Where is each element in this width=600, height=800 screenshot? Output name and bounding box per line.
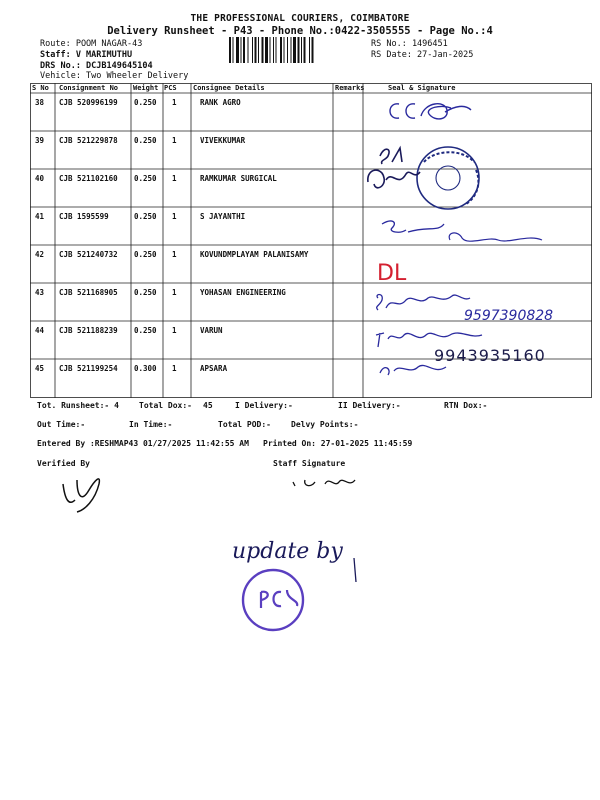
staff-signature-label: Staff Signature: [273, 459, 346, 468]
company-name: THE PROFESSIONAL COURIERS, COIMBATORE: [190, 13, 410, 24]
cell-sno: 39: [35, 136, 45, 145]
cell-pcs: 1: [172, 174, 177, 183]
rs-date: RS Date: 27-Jan-2025: [371, 50, 474, 60]
total-dox-label: Total Dox:-: [139, 401, 192, 410]
vehicle-label: Vehicle: Two Wheeler Delivery: [40, 71, 189, 81]
col-header-consignment: Consignment No: [59, 84, 119, 92]
cell-pcs: 1: [172, 364, 177, 373]
signature-row-44: [370, 325, 580, 380]
route-label: Route: POOM NAGAR-43: [40, 39, 143, 49]
cell-consignment: CJB 521168905: [59, 288, 118, 297]
cell-weight: 0.300: [134, 364, 157, 373]
cell-pcs: 1: [172, 288, 177, 297]
cell-consignee: RAMKUMAR SURGICAL: [200, 174, 277, 183]
cell-pcs: 1: [172, 98, 177, 107]
total-pod: Total POD:-: [218, 420, 271, 429]
cell-consignment: CJB 1595599: [59, 212, 109, 221]
cell-sno: 38: [35, 98, 45, 107]
col-header-consignee: Consignee Details: [193, 84, 265, 92]
cell-consignment: CJB 521188239: [59, 326, 118, 335]
drs-number: DRS No.: DCJB149645104: [40, 61, 153, 71]
seal-stamp-ramkumar: [362, 140, 502, 212]
runsheet-title: Delivery Runsheet - P43 - Phone No.:0422-3505555 - Page No.:4: [107, 25, 493, 37]
cell-consignee: YOHASAN ENGINEERING: [200, 288, 286, 297]
cell-pcs: 1: [172, 136, 177, 145]
signature-row-38: [385, 96, 480, 126]
svg-text:DL: DL: [377, 261, 407, 284]
delvy-points: Delvy Points:-: [291, 420, 359, 429]
cell-consignee: APSARA: [200, 364, 228, 373]
cell-sno: 42: [35, 250, 45, 259]
cell-pcs: 1: [172, 326, 177, 335]
svg-text:9597390828: 9597390828: [464, 308, 554, 324]
i-delivery: I Delivery:-: [235, 401, 293, 410]
staff-label: Staff: V MARIMUTHU: [40, 50, 133, 60]
verified-signature: [55, 470, 115, 515]
cell-pcs: 1: [172, 250, 177, 259]
purple-stamp: [233, 560, 313, 640]
cell-weight: 0.250: [134, 174, 157, 183]
col-header-pcs: PCS: [164, 84, 177, 92]
col-header-remarks: Remarks: [335, 84, 365, 92]
cell-consignment: CJB 521240732: [59, 250, 118, 259]
dl-mark: [375, 258, 435, 284]
cell-consignment: CJB 521102160: [59, 174, 118, 183]
cell-weight: 0.250: [134, 212, 157, 221]
cell-sno: 43: [35, 288, 45, 297]
staff-signature: [285, 472, 365, 496]
col-header-seal: Seal & Signature: [388, 84, 456, 92]
cell-pcs: 1: [172, 212, 177, 221]
cell-consignment: CJB 520996199: [59, 98, 118, 107]
rtn-dox: RTN Dox:-: [444, 401, 488, 410]
tot-runsheet: Tot. Runsheet:- 4: [37, 401, 119, 410]
cell-sno: 45: [35, 364, 45, 373]
cell-consignee: VARUN: [200, 326, 223, 335]
out-time: Out Time:-: [37, 420, 86, 429]
cell-sno: 40: [35, 174, 45, 183]
printed-on: Printed On: 27-01-2025 11:45:59: [263, 439, 413, 448]
cell-consignee: RANK AGRO: [200, 98, 241, 107]
cell-sno: 44: [35, 326, 45, 335]
cell-consignment: CJB 521199254: [59, 364, 118, 373]
ii-delivery: II Delivery:-: [338, 401, 401, 410]
cell-consignment: CJB 521229878: [59, 136, 118, 145]
cell-weight: 0.250: [134, 98, 157, 107]
cell-consignee: S JAYANTHI: [200, 212, 246, 221]
cell-consignee: KOVUNDMPLAYAM PALANISAMY: [200, 250, 309, 259]
cell-weight: 0.250: [134, 288, 157, 297]
verified-by-label: Verified By: [37, 459, 90, 468]
col-header-sno: S No: [32, 84, 49, 92]
signature-row-41: [378, 210, 558, 255]
barcode-image: [229, 37, 355, 63]
signature-row-43: [372, 290, 582, 324]
col-header-weight: Weight: [133, 84, 159, 92]
entered-by: Entered By :RESHMAP43 01/27/2025 11:42:55 AM: [37, 439, 249, 448]
cell-weight: 0.250: [134, 136, 157, 145]
cell-weight: 0.250: [134, 326, 157, 335]
cell-consignee: VIVEKKUMAR: [200, 136, 246, 145]
rs-number: RS No.: 1496451: [371, 39, 448, 49]
total-dox-value: 45: [203, 401, 213, 410]
cell-weight: 0.250: [134, 250, 157, 259]
cell-sno: 41: [35, 212, 45, 221]
in-time: In Time:-: [129, 420, 173, 429]
svg-text:update by: update by: [232, 539, 343, 564]
svg-text:9943935160: 9943935160: [434, 346, 546, 365]
